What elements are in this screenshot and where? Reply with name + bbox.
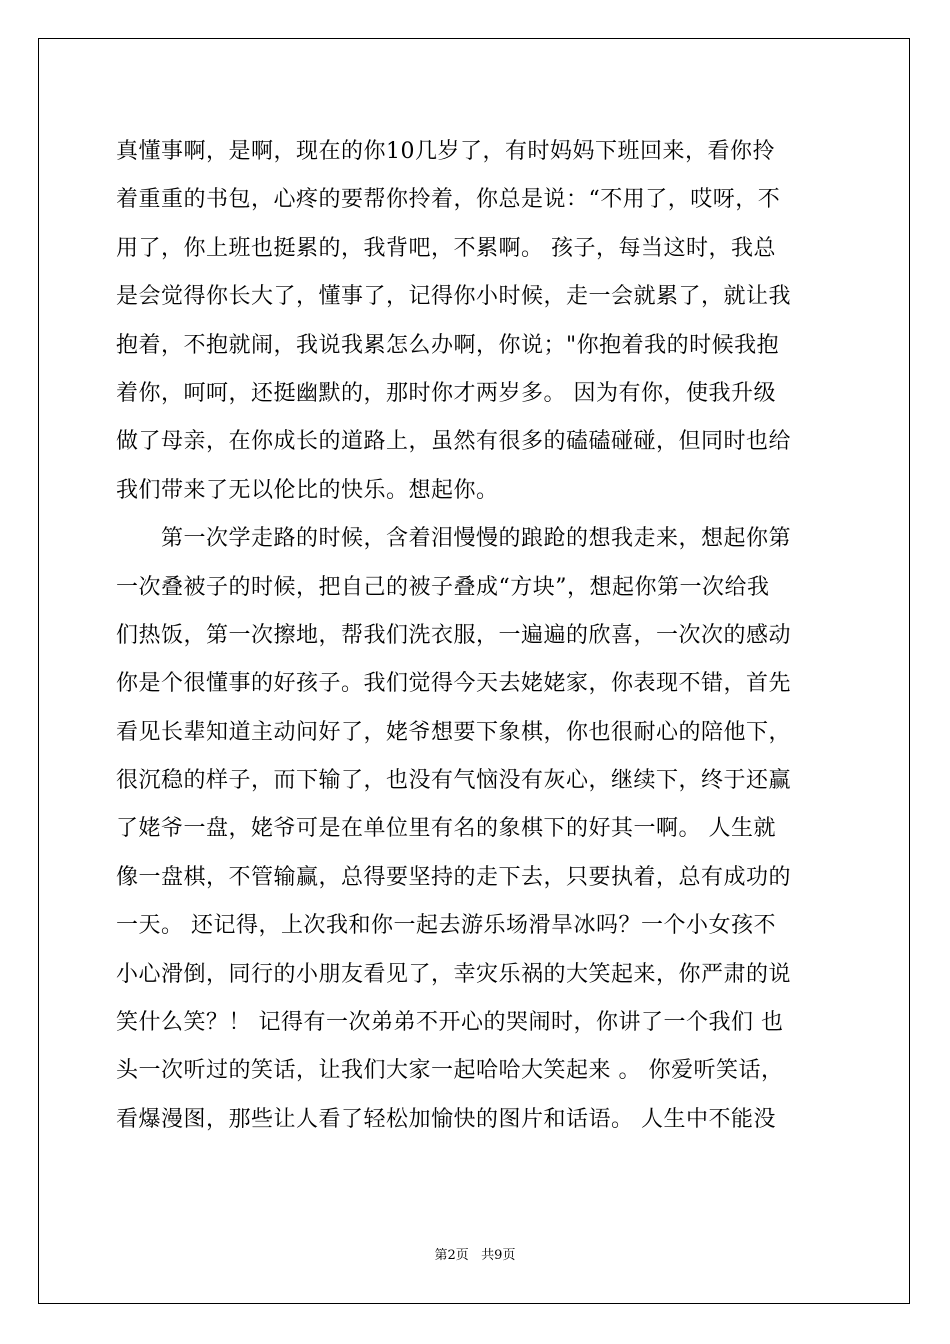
text-line: 用了，你上班也挺累的，我背吧，不累啊。 孩子，每当这时，我总	[116, 235, 776, 261]
text-line: 着你，呵呵，还挺幽默的，那时你才两岁多。 因为有你，使我升级	[116, 380, 776, 406]
text-line: 看见长辈知道主动问好了，姥爷想要下象棋，你也很耐心的陪他下，	[116, 719, 792, 745]
text-line: 你是个很懂事的好孩子。我们觉得今天去姥姥家，你表现不错，首先	[116, 671, 792, 697]
page-number-footer: 第2页 共9页	[434, 1248, 516, 1263]
text-line: 一天。 还记得，上次我和你一起去游乐场滑旱冰吗？一个小女孩不	[116, 913, 776, 939]
text-line: 们热饭，第一次擦地，帮我们洗衣服，一遍遍的欣喜，一次次的感动	[116, 622, 792, 648]
text-line: 了姥爷一盘，姥爷可是在单位里有名的象棋下的好其一啊。 人生就	[116, 816, 776, 842]
text-line: 我们带来了无以伦比的快乐。想起你。	[116, 477, 499, 503]
text-line: 真懂事啊，是啊，现在的你10几岁了，有时妈妈下班回来，看你拎	[116, 139, 775, 164]
text-line: 很沉稳的样子，而下输了，也没有气恼没有灰心，继续下，终于还赢	[116, 768, 792, 794]
text-line: 一次叠被子的时候，把自己的被子叠成“方块”，想起你第一次给我	[116, 574, 770, 600]
text-line: 头一次听过的笑话，让我们大家一起哈哈大笑起来 。 你爱听笑话，	[116, 1058, 784, 1084]
text-line: 像一盘棋，不管输赢，总得要坚持的走下去，只要执着，总有成功的	[116, 864, 792, 890]
text-line: 抱着，不抱就闹，我说我累怎么办啊，你说；"你抱着我的时候我抱	[116, 332, 780, 358]
text-line: 小心滑倒，同行的小朋友看见了，幸灾乐祸的大笑起来，你严肃的说	[116, 961, 792, 987]
text-line: 笑什么笑？！ 记得有一次弟弟不开心的哭闹时，你讲了一个我们 也	[116, 1010, 784, 1036]
paragraph-start-line: 第一次学走路的时候，含着泪慢慢的踉跄的想我走来，想起你第	[161, 526, 792, 552]
text-line: 着重重的书包，心疼的要帮你拎着，你总是说：“不用了，哎呀，不	[116, 187, 781, 213]
text-line: 做了母亲，在你成长的道路上，虽然有很多的磕磕碰碰，但同时也给	[116, 429, 792, 455]
body-text	[116, 132, 836, 1148]
text-line: 是会觉得你长大了，懂事了，记得你小时候，走一会就累了，就让我	[116, 284, 792, 310]
text-line: 看爆漫图，那些让人看了轻松加愉快的图片和话语。 人生中不能没	[116, 1106, 776, 1132]
